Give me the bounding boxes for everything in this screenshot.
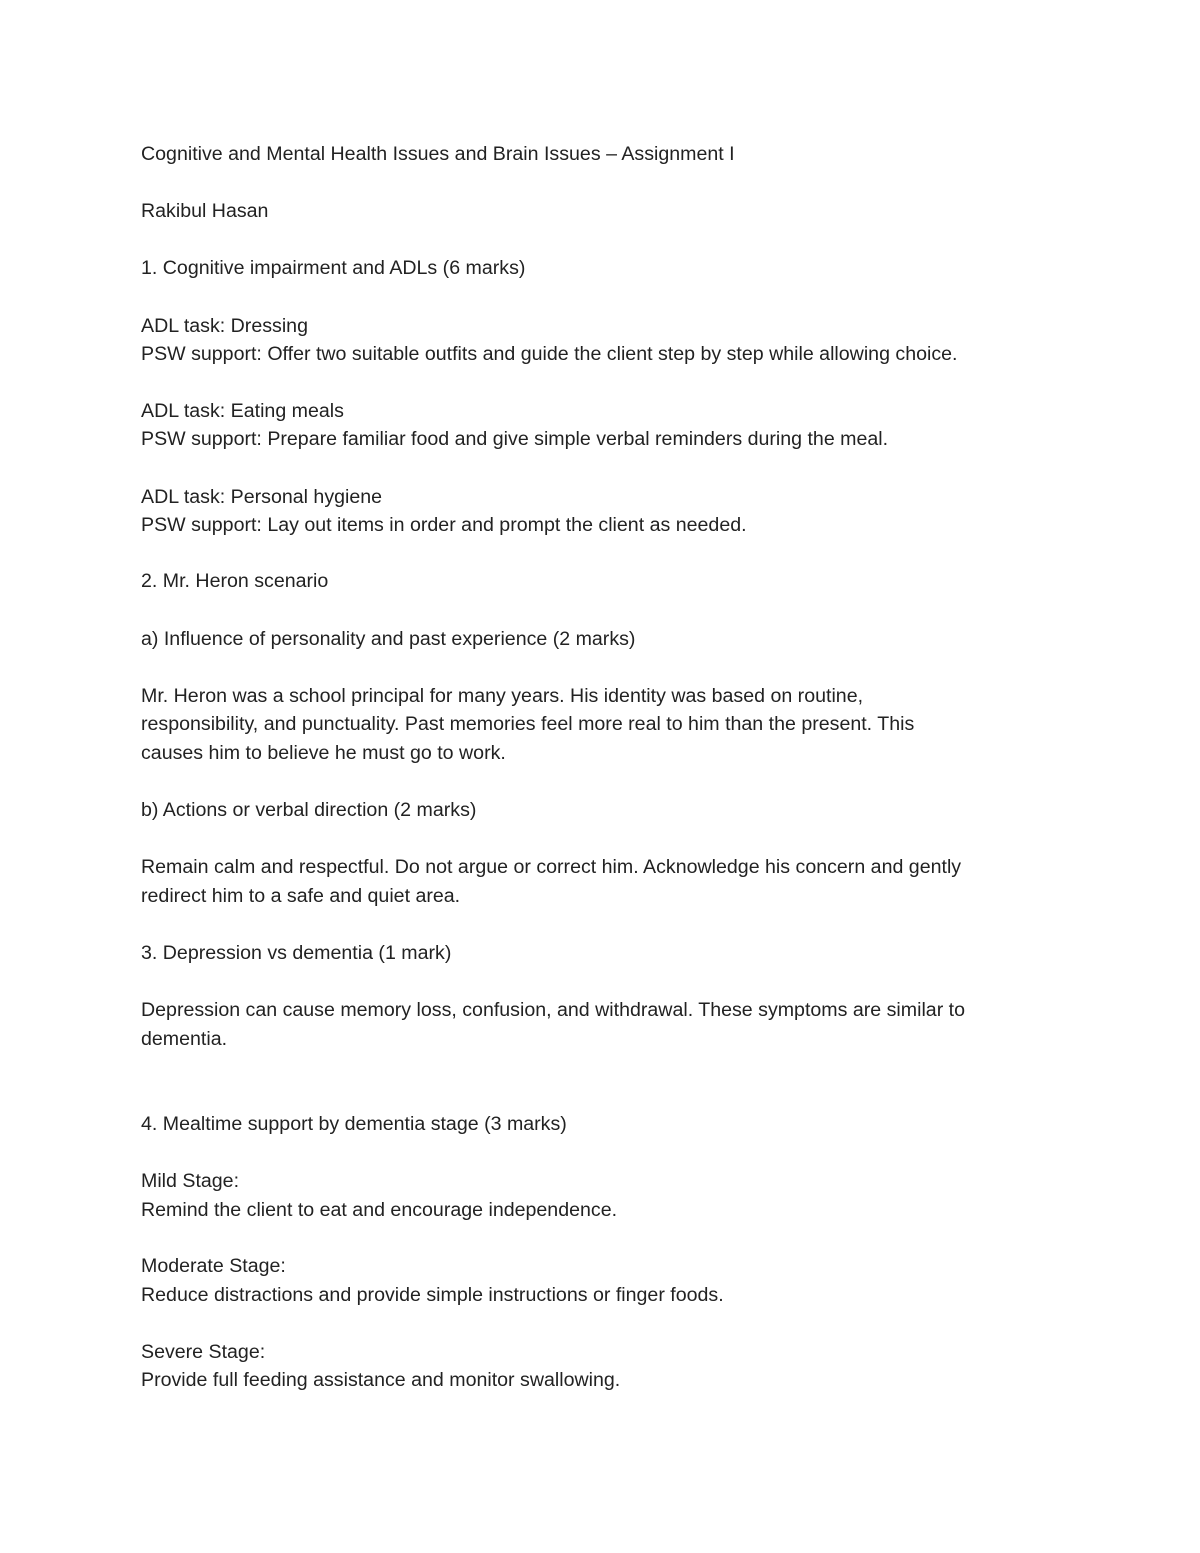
stage-text-severe: Provide full feeding assistance and monitor swallowing. bbox=[141, 1369, 621, 1391]
q3-answer-line: Depression can cause memory loss, confusion, and withdrawal. These symptoms are similar to bbox=[141, 999, 966, 1021]
q2b-answer-line: redirect him to a safe and quiet area. bbox=[141, 885, 461, 907]
q2-heading: 2. Mr. Heron scenario bbox=[141, 570, 329, 592]
adl-task-dressing: ADL task: Dressing bbox=[141, 315, 308, 337]
q1-heading: 1. Cognitive impairment and ADLs (6 marks) bbox=[141, 257, 526, 279]
stage-text-moderate: Reduce distractions and provide simple instructions or finger foods. bbox=[141, 1284, 724, 1306]
psw-support-eating: PSW support: Prepare familiar food and give simple verbal reminders during the meal. bbox=[141, 428, 889, 450]
stage-label-moderate: Moderate Stage: bbox=[141, 1255, 286, 1277]
stage-text-mild: Remind the client to eat and encourage independence. bbox=[141, 1199, 618, 1221]
q2a-answer-line: causes him to believe he must go to work. bbox=[141, 742, 506, 764]
q3-answer-line: dementia. bbox=[141, 1028, 228, 1050]
psw-support-hygiene: PSW support: Lay out items in order and prompt the client as needed. bbox=[141, 514, 747, 536]
adl-task-hygiene: ADL task: Personal hygiene bbox=[141, 486, 383, 508]
author-name: Rakibul Hasan bbox=[141, 200, 269, 222]
q2a-heading: a) Influence of personality and past experience (2 marks) bbox=[141, 628, 636, 650]
q2a-answer-line: Mr. Heron was a school principal for many years. His identity was based on routine, bbox=[141, 685, 864, 707]
q2a-answer-line: responsibility, and punctuality. Past memories feel more real to him than the present. This bbox=[141, 713, 915, 735]
psw-support-dressing: PSW support: Offer two suitable outfits and guide the client step by step while allowing choice. bbox=[141, 343, 958, 365]
stage-label-mild: Mild Stage: bbox=[141, 1170, 240, 1192]
document-title: Cognitive and Mental Health Issues and Brain Issues – Assignment I bbox=[141, 143, 735, 165]
q2b-heading: b) Actions or verbal direction (2 marks) bbox=[141, 799, 477, 821]
adl-task-eating: ADL task: Eating meals bbox=[141, 400, 344, 422]
q4-heading: 4. Mealtime support by dementia stage (3 marks) bbox=[141, 1113, 567, 1135]
q2b-answer-line: Remain calm and respectful. Do not argue or correct him. Acknowledge his concern and gently bbox=[141, 856, 962, 878]
q3-heading: 3. Depression vs dementia (1 mark) bbox=[141, 942, 452, 964]
stage-label-severe: Severe Stage: bbox=[141, 1341, 266, 1363]
